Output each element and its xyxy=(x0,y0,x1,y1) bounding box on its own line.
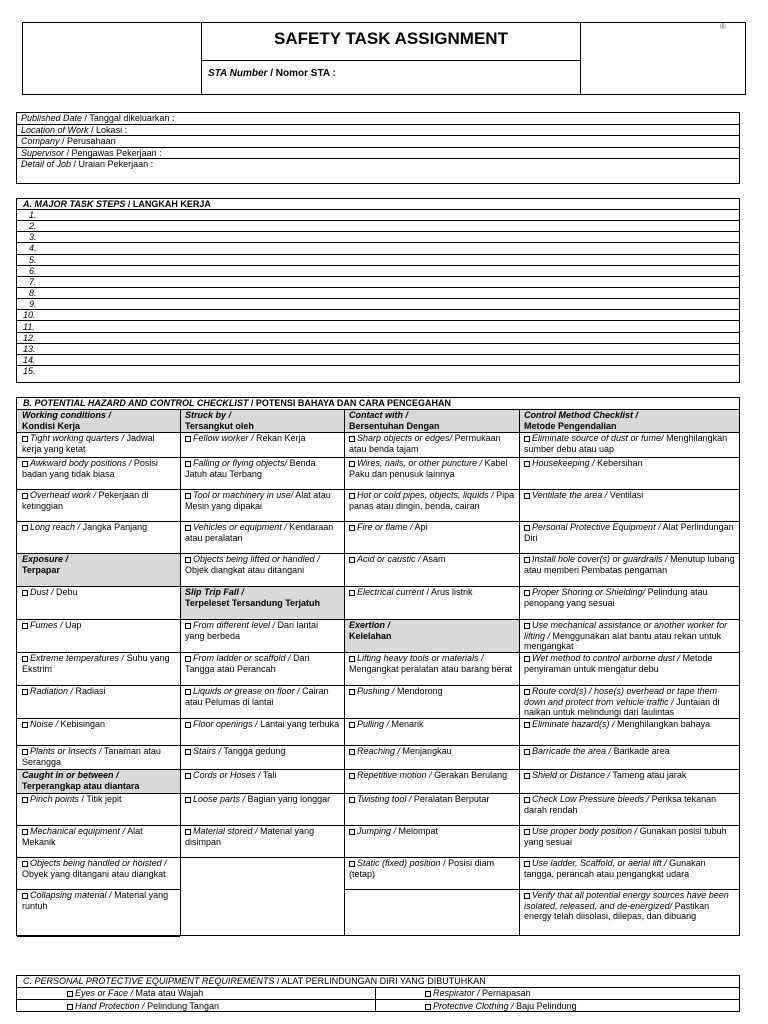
checkbox-icon[interactable] xyxy=(524,436,530,442)
hazard-heading: B. POTENTIAL HAZARD AND CONTROL CHECKLIST / POTENSI BAHAYA DAN CARA PENCEGAHAN xyxy=(17,398,739,410)
task-step-row[interactable]: 13. xyxy=(17,344,739,355)
checkbox-icon[interactable] xyxy=(22,722,28,728)
hazard-checklist-item[interactable]: Acid or caustic / Asam xyxy=(345,554,519,586)
hazard-checklist xyxy=(16,397,740,936)
hazard-checklist-item[interactable]: Overhead work / Pekerjaan di ketinggian xyxy=(22,490,149,511)
hazard-checklist-item[interactable]: Vehicles or equipment / Kendaraan atau peralatan xyxy=(185,522,334,543)
checkbox-icon[interactable] xyxy=(349,829,355,835)
checkbox-icon[interactable] xyxy=(22,797,28,803)
hazard-checklist-item[interactable]: Eliminate source of dust or fume/ Menghilangkan sumber debu atau uap xyxy=(524,433,728,454)
checkbox-icon[interactable] xyxy=(22,749,28,755)
checkbox-icon[interactable] xyxy=(524,861,530,867)
hazard-checklist-item[interactable]: Static (fixed) position / Posisi diam (tetap) xyxy=(349,858,495,879)
hazard-checklist-item[interactable]: Long reach / Jangka Panjang xyxy=(18,522,180,553)
checkbox-icon[interactable] xyxy=(349,461,355,467)
checkbox-icon[interactable] xyxy=(349,689,355,695)
checkbox-icon[interactable] xyxy=(524,656,530,662)
task-steps-box xyxy=(16,198,740,383)
checkbox-icon[interactable] xyxy=(524,557,530,563)
checkbox-icon[interactable] xyxy=(185,749,191,755)
task-step-row[interactable]: 8. xyxy=(17,288,739,299)
task-step-row[interactable]: 3. xyxy=(17,232,739,243)
checkbox-icon[interactable] xyxy=(22,525,28,531)
hazard-category-header: Struck by / Tersangkut oleh xyxy=(185,410,254,431)
hazard-checklist-item[interactable]: Objects being lifted or handled / Objek diangkat atau ditangani xyxy=(185,554,320,575)
hazard-checklist-item[interactable]: Twisting tool / Peralatan Berputar xyxy=(345,794,519,825)
task-step-row[interactable]: 14. xyxy=(17,355,739,366)
ppe-checklist-item[interactable]: Respirator / Pernapasan xyxy=(425,988,531,999)
checkbox-icon[interactable] xyxy=(185,461,191,467)
checkbox-icon[interactable] xyxy=(22,461,28,467)
hazard-checklist-item[interactable]: Pushing / Mendorong xyxy=(345,686,519,718)
hazard-checklist-item[interactable]: Loose parts / Bagian yang longgar xyxy=(181,794,344,825)
checkbox-icon[interactable] xyxy=(185,656,191,662)
hazard-checklist-item[interactable]: Use proper body position / Gunakan posisi tubuh yang sesuai xyxy=(524,826,727,847)
checkbox-icon[interactable] xyxy=(349,749,355,755)
checkbox-icon[interactable] xyxy=(349,525,355,531)
checkbox-icon[interactable] xyxy=(524,749,530,755)
task-step-row[interactable]: 4. xyxy=(17,243,739,254)
task-step-row[interactable]: 9. xyxy=(17,299,739,310)
hazard-checklist-item[interactable]: Verify that all potential energy sources have been isolated, released, and de-energized/ Pastikan energy telah diisolasi, dilepas, dan dibuang xyxy=(524,890,729,921)
hazard-category-header: Caught in or between / Terperangkap atau diantara xyxy=(22,770,140,791)
checkbox-icon[interactable] xyxy=(185,623,191,629)
checkbox-icon[interactable] xyxy=(349,557,355,563)
ppe-checklist-item[interactable]: Hand Protection / Pelindung Tangan xyxy=(67,1001,219,1012)
hazard-checklist-item[interactable]: Cords or Hoses / Tali xyxy=(181,770,344,793)
checkbox-icon[interactable] xyxy=(22,590,28,596)
hazard-category-header: Contact with / Bersentuhan Dengan xyxy=(349,410,440,431)
checkbox-icon[interactable] xyxy=(524,893,530,899)
hazard-checklist-item[interactable]: Housekeeping / Kebersihan xyxy=(520,458,739,489)
hazard-checklist-item[interactable]: Pinch points / Titik jepit xyxy=(18,794,180,825)
hazard-category-header: Slip Trip Fall / Terpeleset Tersandung Terjatuh xyxy=(185,587,321,608)
checkbox-icon[interactable] xyxy=(524,590,530,596)
hazard-checklist-item[interactable]: Mechanical equipment / Alat Mekanik xyxy=(22,826,143,847)
header-box xyxy=(22,22,746,95)
checkbox-icon[interactable] xyxy=(67,991,73,997)
checkbox-icon[interactable] xyxy=(524,461,530,467)
task-step-row[interactable]: 11. xyxy=(17,322,739,333)
hazard-checklist-item[interactable]: Extreme temperatures / Suhu yang Ekstrim xyxy=(22,653,170,674)
ppe-checklist-item[interactable]: Eyes or Face / Mata atau Wajah xyxy=(67,988,203,999)
hazard-checklist-item[interactable]: Jumping / Melompat xyxy=(345,826,519,857)
info-line-2[interactable]: Company / Perusahaan xyxy=(17,136,739,148)
hazard-checklist-item[interactable]: Wires, nails, or other puncture / Kabel Paku dan penusuk lainnya xyxy=(349,458,508,479)
checkbox-icon[interactable] xyxy=(349,797,355,803)
checkbox-icon[interactable] xyxy=(524,773,530,779)
checkbox-icon[interactable] xyxy=(185,797,191,803)
hazard-checklist-item[interactable]: Liquids or grease on floor / Cairan atau Pelumas di lantai xyxy=(185,686,329,707)
hazard-checklist-item[interactable]: Personal Protective Equipment / Alat Perlindungan Diri xyxy=(524,522,734,543)
task-step-row[interactable]: 2. xyxy=(17,221,739,232)
hazard-checklist-item[interactable]: Fellow worker / Rekan Kerja xyxy=(181,433,344,457)
hazard-checklist-item[interactable]: Noise / Kebisingan xyxy=(18,719,180,745)
hazard-checklist-item[interactable]: Radiation / Radiasi xyxy=(18,686,180,718)
hazard-checklist-item[interactable]: Barricade the area / Barikade area xyxy=(520,746,739,769)
info-line-4[interactable]: Detail of Job / Uraian Pekerjaan : xyxy=(21,159,154,169)
checkbox-icon[interactable] xyxy=(524,623,530,629)
task-step-row[interactable]: 15. xyxy=(23,366,36,377)
checkbox-icon[interactable] xyxy=(349,722,355,728)
hazard-checklist-item[interactable]: Material stored / Material yang disimpan xyxy=(185,826,315,847)
checkbox-icon[interactable] xyxy=(425,991,431,997)
task-step-row[interactable]: 7. xyxy=(17,277,739,288)
checkbox-icon[interactable] xyxy=(22,436,28,442)
hazard-category-header: Exposure / Terpapar xyxy=(22,554,69,575)
sta-number-label: STA Number / Nomor STA : xyxy=(208,68,336,79)
checkbox-icon[interactable] xyxy=(349,493,355,499)
hazard-checklist-item[interactable]: Plants or Insects / Tanaman atau Serangga xyxy=(22,746,161,767)
hazard-checklist-item[interactable]: Hot or cold pipes, objects, liquids / Pipa panas atau dingin, benda, cairan xyxy=(349,490,515,511)
hazard-checklist-item[interactable]: Lifting heavy tools or materials / Mengangkat peralatan atau barang berat xyxy=(349,653,513,674)
checkbox-icon[interactable] xyxy=(524,525,530,531)
checkbox-icon[interactable] xyxy=(185,829,191,835)
hazard-checklist-item[interactable]: Fumes / Uap xyxy=(18,620,180,652)
checkbox-icon[interactable] xyxy=(22,689,28,695)
checkbox-icon[interactable] xyxy=(185,436,191,442)
hazard-checklist-item[interactable]: From ladder or scaffold / Dari Tangga atau Perancah xyxy=(185,653,310,674)
page-title: SAFETY TASK ASSIGNMENT xyxy=(274,29,508,48)
checkbox-icon[interactable] xyxy=(349,861,355,867)
hazard-checklist-item[interactable]: Awkward body positions / Posisi badan yang tidak biasa xyxy=(22,458,158,479)
hazard-checklist-item[interactable]: Route cord(s) / hose(s) overhead or tape them down and protect from vehicle traffic / Juntaian di naikan untuk melindungi dari laulintas xyxy=(524,686,720,717)
row-divider xyxy=(344,889,519,890)
checkbox-icon[interactable] xyxy=(22,623,28,629)
hazard-checklist-item[interactable]: From different level / Dari lantai yang berbeda xyxy=(185,620,319,641)
checkbox-icon[interactable] xyxy=(524,829,530,835)
checkbox-icon[interactable] xyxy=(524,722,530,728)
hazard-checklist-item[interactable]: Use mechanical assistance or another worker for lifting / Menggunakan alat bantu atau rekan untuk mengangkat xyxy=(524,620,728,651)
hazard-checklist-item[interactable]: Electrical current / Arus listrik xyxy=(345,587,519,619)
checkbox-icon[interactable] xyxy=(349,436,355,442)
hazard-checklist-item[interactable]: Check Low Pressure bleeds / Periksa tekanan darah rendah xyxy=(524,794,717,815)
hazard-checklist-item[interactable]: Install hole cover(s) or guardrails / Menutup lubang atau memberi Pembatas pengaman xyxy=(524,554,735,575)
hazard-category-header: Control Method Checklist / Metode Pengendalian xyxy=(524,410,639,431)
checkbox-icon[interactable] xyxy=(22,656,28,662)
hazard-checklist-item[interactable]: Falling or flying objects/ Benda Jatuh atau Terbang xyxy=(185,458,316,479)
checkbox-icon[interactable] xyxy=(22,493,28,499)
hazard-checklist-item[interactable]: Stairs / Tangga gedung xyxy=(181,746,344,769)
hazard-checklist-item[interactable]: Floor openings / Lantai yang terbuka xyxy=(181,719,344,745)
hazard-checklist-item[interactable]: Sharp objects or edges/ Permukaan atau benda tajam xyxy=(349,433,501,454)
task-steps-heading: A. MAJOR TASK STEPS / LANGKAH KERJA xyxy=(17,199,739,210)
registered-mark: ® xyxy=(720,22,726,31)
row-divider xyxy=(180,857,344,858)
checkbox-icon[interactable] xyxy=(22,893,28,899)
ppe-checklist-item[interactable]: Protective Clothing / Baju Pelindung xyxy=(425,1001,577,1012)
checkbox-icon[interactable] xyxy=(67,1004,73,1010)
checkbox-icon[interactable] xyxy=(185,525,191,531)
hazard-checklist-item[interactable]: Collapsing material / Material yang runtuh xyxy=(22,890,169,911)
hazard-checklist-item[interactable]: Tool or machinery in use/ Alat atau Mesin yang dipakai xyxy=(185,490,331,511)
info-line-3[interactable]: Supervisor / Pengawas Pekerjaan : xyxy=(17,148,739,160)
checkbox-icon[interactable] xyxy=(349,773,355,779)
hazard-checklist-item[interactable]: Shield or Distance / Tameng atau jarak xyxy=(520,770,739,793)
checkbox-icon[interactable] xyxy=(22,861,28,867)
hazard-checklist-item[interactable]: Ventilate the area / Ventilasi xyxy=(520,490,739,521)
checkbox-icon[interactable] xyxy=(349,590,355,596)
ppe-requirements xyxy=(16,975,740,1012)
hazard-checklist-item[interactable]: Use ladder, Scaffold, or aerial lift / Gunakan tangga, perancah atau pengangkat udara xyxy=(524,858,706,879)
checkbox-icon[interactable] xyxy=(425,1004,431,1010)
task-step-row[interactable]: 1. xyxy=(17,210,739,221)
checkbox-icon[interactable] xyxy=(524,797,530,803)
ppe-heading: C. PERSONAL PROTECTIVE EQUIPMENT REQUIREMENTS / ALAT PERLINDUNGAN DIRI YANG DIBUTUHKAN xyxy=(17,976,739,988)
checkbox-icon[interactable] xyxy=(22,829,28,835)
hazard-checklist-item[interactable]: Pulling / Menarik xyxy=(345,719,519,745)
task-step-row[interactable]: 12. xyxy=(17,333,739,344)
hazard-checklist-item[interactable]: Dust / Debu xyxy=(18,587,180,619)
hazard-category-header: Working conditions / Kondisi Kerja xyxy=(22,410,111,431)
info-line-0[interactable]: Published Date / Tanggal dikeluarkan : xyxy=(17,113,739,125)
hazard-checklist-item[interactable]: Proper Shoring or Shielding/ Pelindung atau penopang yang sesuai xyxy=(524,587,708,608)
job-info-box xyxy=(16,112,740,184)
checkbox-icon[interactable] xyxy=(185,689,191,695)
hazard-checklist-item[interactable]: Tight working quarters / Jadwal kerja yang ketat xyxy=(22,433,155,454)
hazard-checklist-item[interactable]: Wet method to control airborne dust / Metode penyiraman untuk mengatur debu xyxy=(524,653,713,674)
info-line-1[interactable]: Location of Work / Lokasi : xyxy=(17,125,739,137)
hazard-checklist-item[interactable]: Eliminate hazard(s) / Menghilangkan bahaya xyxy=(520,719,739,745)
task-step-row[interactable]: 5. xyxy=(17,255,739,266)
checkbox-icon[interactable] xyxy=(524,493,530,499)
hazard-checklist-item[interactable]: Repetitive motion / Gerakan Berulang xyxy=(345,770,519,793)
hazard-category-header: Exertion / Kelelahan xyxy=(349,620,392,641)
checkbox-icon[interactable] xyxy=(185,493,191,499)
task-step-row[interactable]: 10. xyxy=(17,310,739,321)
checkbox-icon[interactable] xyxy=(185,722,191,728)
checkbox-icon[interactable] xyxy=(185,773,191,779)
hazard-checklist-item[interactable]: Fire or flame / Api xyxy=(345,522,519,553)
checkbox-icon[interactable] xyxy=(524,689,530,695)
task-step-row[interactable]: 6. xyxy=(17,266,739,277)
checkbox-icon[interactable] xyxy=(349,656,355,662)
checkbox-icon[interactable] xyxy=(185,557,191,563)
hazard-checklist-item[interactable]: Reaching / Menjangkau xyxy=(345,746,519,769)
row-divider xyxy=(17,936,180,937)
hazard-checklist-item[interactable]: Objects being handled or hoisted / Obyek yang ditangani atau diangkat xyxy=(22,858,167,879)
